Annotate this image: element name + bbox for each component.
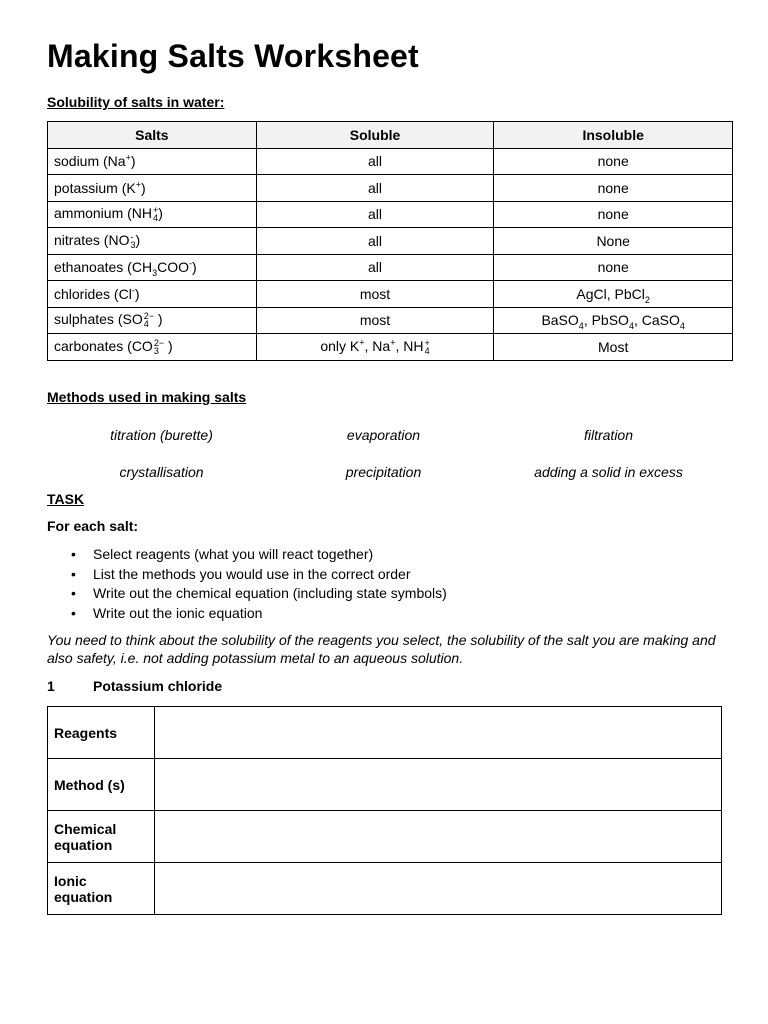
list-item: • List the methods you would use in the correct order — [93, 565, 447, 585]
list-item: • Write out the chemical equation (including state symbols) — [93, 584, 447, 604]
insoluble-cell: none — [494, 254, 733, 281]
table-row — [48, 281, 733, 308]
ionic-equation-label: Ionic equation — [48, 863, 155, 915]
method-item: precipitation — [345, 464, 422, 480]
table-row — [48, 201, 733, 228]
salt-cell: sulphates (SO 2− 4 ) — [48, 307, 257, 334]
insoluble-cell: Most — [494, 334, 733, 361]
salt-cell: chlorides (Cl-) — [48, 281, 257, 308]
insoluble-cell: none — [494, 201, 733, 228]
insoluble-cell: BaSO$_4$, PbSO$_4$, CaSO$_4$ — [494, 307, 733, 334]
column-header-soluble: Soluble — [256, 122, 494, 149]
for-each-label: For each salt: — [47, 518, 139, 534]
question-title: Potassium chloride — [93, 678, 223, 694]
question-number: 1 — [47, 678, 55, 694]
salt-cell: carbonates (CO 2− 3 ) — [48, 334, 257, 361]
task-list — [47, 545, 447, 623]
method-item: titration (burette) — [110, 427, 213, 443]
methods-heading: Methods used in making salts — [47, 389, 247, 405]
table-row — [48, 707, 722, 759]
soluble-cell: most — [256, 281, 494, 308]
method-label: Method (s) — [48, 759, 155, 811]
column-header-salts: Salts — [48, 122, 257, 149]
table-row — [48, 254, 733, 281]
column-header-insoluble: Insoluble — [494, 122, 733, 149]
soluble-cell: only K+, Na+, NH + 4 — [256, 334, 494, 361]
soluble-cell: most — [256, 307, 494, 334]
solubility-table — [47, 121, 733, 361]
method-item: filtration — [583, 427, 634, 443]
insoluble-cell: AgCl, PbCl$_2$ — [494, 281, 733, 308]
list-item: • Write out the ionic equation — [93, 604, 447, 624]
insoluble-cell: none — [494, 175, 733, 202]
salt-cell: potassium (K+) — [48, 175, 257, 202]
method-item: crystallisation — [119, 464, 204, 480]
table-row — [48, 307, 733, 334]
solubility-header-row — [48, 122, 733, 149]
chemical-equation-answer-field[interactable] — [155, 811, 722, 863]
salt-cell: ammonium (NH + 4 ) — [48, 201, 257, 228]
salt-cell: nitrates (NO - 3 ) — [48, 228, 257, 255]
soluble-cell: all — [256, 201, 494, 228]
insoluble-cell: none — [494, 148, 733, 175]
table-row — [48, 334, 733, 361]
soluble-cell: all — [256, 175, 494, 202]
answer-table — [47, 706, 722, 915]
salt-cell: ethanoates $(CH_3COO^-)$ — [48, 254, 257, 281]
table-row — [48, 175, 733, 202]
page-title: Making Salts Worksheet — [47, 38, 419, 74]
method-answer-field[interactable] — [155, 759, 722, 811]
soluble-cell: all — [256, 148, 494, 175]
method-item: evaporation — [346, 427, 421, 443]
table-row — [48, 863, 722, 915]
chemical-equation-label: Chemical equation — [48, 811, 155, 863]
list-item: • Select reagents (what you will react together) — [93, 545, 447, 565]
reagents-answer-field[interactable] — [155, 707, 722, 759]
table-row — [48, 148, 733, 175]
table-row — [48, 811, 722, 863]
soluble-cell: all — [256, 254, 494, 281]
soluble-cell: all — [256, 228, 494, 255]
safety-note: You need to think about the solubility of the reagents you select, the solubility of the salt you are making and also safety, i.e. not adding potassium metal to an aqueous solution. — [47, 632, 716, 666]
method-item: adding a solid in excess — [534, 464, 683, 480]
reagents-label: Reagents — [48, 707, 155, 759]
task-heading: TASK — [47, 491, 85, 507]
insoluble-cell: None — [494, 228, 733, 255]
ionic-equation-answer-field[interactable] — [155, 863, 722, 915]
salt-cell: sodium (Na+) — [48, 148, 257, 175]
table-row — [48, 759, 722, 811]
solubility-heading: Solubility of salts in water: — [47, 94, 225, 110]
table-row — [48, 228, 733, 255]
